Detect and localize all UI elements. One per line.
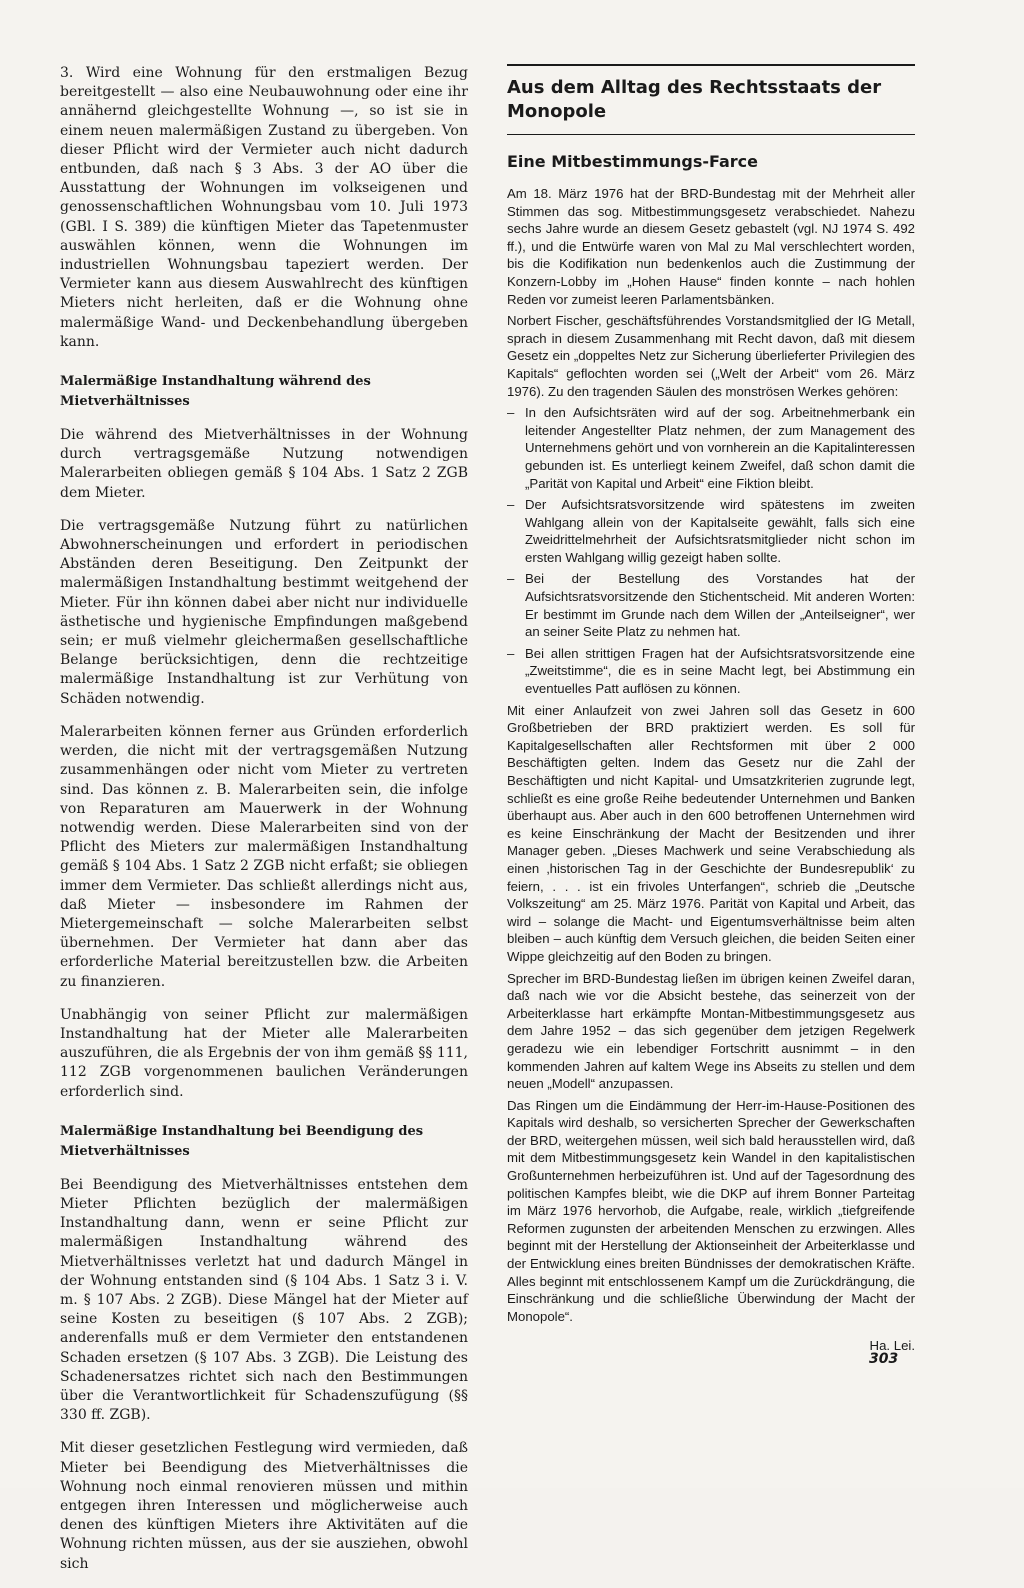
- headline-rule: [507, 134, 915, 135]
- right-column: [507, 64, 915, 1355]
- list-item-text: Bei der Bestellung des Vorstandes hat der Aufsichtsratsvorsitzende den Stichentscheid. Mit anderen Worten: Er bestimmt im Grunde nach dem Willen der „Anteilseigner“, wer an seiner Seite Platz zu nehmen hat.: [525, 571, 915, 640]
- author-signature: Ha. Lei.: [869, 1338, 915, 1354]
- section-heading: Malermäßige Instandhaltung während des Mietverhältnisses: [60, 374, 371, 410]
- article-subheading: Eine Mitbestimmungs-Farce: [507, 152, 758, 171]
- top-rule: [507, 64, 915, 66]
- dash-list: [507, 404, 915, 698]
- paragraph: Norbert Fischer, geschäftsführendes Vorstandsmitglied der IG Metall, sprach in diesem Zusammenhang mit Recht davon, daß mit diesem Gesetz ein „doppeltes Netz zur Sicherung überlieferter Privilegien des Kapitals“ geflochten worden sei („Welt der Arbeit“ vom 26. März 1976). Zu den tragenden Säulen des monströsen Werkes gehören:: [507, 313, 915, 399]
- list-item-text: Der Aufsichtsratsvorsitzende wird spätestens im zweiten Wahlgang allein von der Kapitalseite gewählt, falls sich eine Zweidrittelmehrheit der Aufsichtsratsmitglieder nicht schon im ersten Wahlgang willig gezeigt haben sollte.: [525, 497, 915, 565]
- dash-marker: –: [507, 497, 515, 513]
- paragraph: Das Ringen um die Eindämmung der Herr-im-Hause-Positionen des Kapitals wird deshalb, so versicherten Sprecher der Gewerkschaften der BRD, weitergehen müssen, weil sich bald herausstellen wird, daß mit dem Mitbestimmungsgesetz kein Wandel in den kapitalistischen Großunternehmen herbeizuführen ist. Und auf der Tagesordnung des politischen Kampfes bleibt, wie die DKP auf ihrem Bonner Parteitag im März 1976 hervorhob, die Aufgabe, reale, wirklich „tiefgreifende Reformen zugunsten der arbeitenden Menschen zu erzwingen. Alles beginnt mit der Herstellung der Aktionseinheit der Arbeiterklasse und der Entwicklung eines breiten Bündnisses der demokratischen Kräfte. Alles beginnt mit entschlossenem Kampf um die Zurückdrängung, die Einschränkung und die schließliche Überwindung der Macht der Monopole“.: [507, 1097, 915, 1324]
- paragraph: Mit einer Anlaufzeit von zwei Jahren soll das Gesetz in 600 Großbetrieben der BRD praktiziert werden. Es soll für Kapitalgesellschaften aller Rechtsformen mit über 2 000 Beschäftigten gelten. Indem das Gesetz nur die Zahl der Beschäftigten und nicht Kapital- und Umsatzkriterien zugrunde legt, schließt es eine große Reihe bedeutender Unternehmen und Banken überhaupt aus. Aber auch in den 600 betroffenen Unternehmen wird es keine Einschränkung der Macht der Besitzenden und ihrer Manager geben. „Dieses Machwerk und seine Verabschiedung als einen ‚historischen Tag in der Geschichte der Bundesrepublik‘ zu feiern, . . . ist ein frivoles Unterfangen“, schrieb die „Deutsche Volkszeitung“ am 25. März 1976. Parität von Kapital und Arbeit, das wird – solange die Macht- und Eigentumsverhältnisse beim alten bleiben – auch künftig dem Versuch gleichen, die beiden Seiten einer Wippe gleichzeitig auf den Boden zu bringen.: [507, 702, 915, 964]
- dash-marker: –: [507, 571, 515, 587]
- left-column: [60, 64, 468, 1588]
- paragraph: Mit dieser gesetzlichen Festlegung wird vermieden, daß Mieter bei Beendigung des Mietverhältnisses die Wohnung noch einmal renovieren müssen und mithin entgegen ihren Interessen und möglicherweise auch denen des künftigen Mieters ihre Aktivitäten auf die Wohnung richten müssen, aus der sie ausziehen, obwohl sich: [60, 1440, 468, 1572]
- page-number: 303: [869, 1351, 899, 1367]
- article-headline: Aus dem Alltag des Rechtsstaats der Monopole: [507, 77, 882, 122]
- paragraph: Sprecher im BRD-Bundestag ließen im übrigen keinen Zweifel daran, daß nach wie vor die Absicht bestehe, das seinerzeit von der Arbeiterklasse hart erkämpfte Montan-Mitbestimmungsgesetz aus dem Jahre 1952 – das sich gegenüber dem jetzigen Regelwerk geradezu wie ein lebendiger Fortschritt ausnimmt – in den kommenden Jahren auf kaltem Wege ins Abseits zu stellen und dem neuen „Modell“ anzupassen.: [507, 970, 915, 1092]
- paragraph: Am 18. März 1976 hat der BRD-Bundestag mit der Mehrheit aller Stimmen das sog. Mitbestimmungsgesetz verabschiedet. Nahezu sechs Jahre wurde an diesem Gesetz gebastelt (vgl. NJ 1974 S. 492 ff.), und die Entwürfe waren von Mal zu Mal verschlechtert worden, bis die Kodifikation nun bedenkenlos auch die Zustimmung der Konzern-Lobby im „Hohen Hause“ finden konnte – nach hohlen Reden vor zumeist leeren Parlamentsbänken.: [507, 186, 915, 307]
- paragraph: Die vertragsgemäße Nutzung führt zu natürlichen Abwohnerscheinungen und erfordert in periodischen Abständen deren Beseitigung. Den Zeitpunkt der malermäßigen Instandhaltung bestimmt weitgehend der Mieter. Für ihn können dabei aber nicht nur individuelle ästhetische und hygienische Empfindungen maßgebend sein; er muß vielmehr gleichermaßen gesellschaftliche Belange berücksichtigen, denn die rechtzeitige malermäßige Instandhaltung ist zur Verhütung von Schäden notwendig.: [60, 517, 468, 707]
- dash-marker: –: [507, 405, 515, 421]
- list-item: [507, 570, 915, 640]
- list-item: [507, 645, 915, 698]
- paragraph: Bei Beendigung des Mietverhältnisses entstehen dem Mieter Pflichten bezüglich der malermäßigen Instandhaltung dann, wenn er seine Pflicht zur malermäßigen Instandhaltung während des Mietverhältnisses verletzt hat und dadurch Mängel in der Wohnung entstanden sind (§ 104 Abs. 1 Satz 3 i. V. m. § 107 Abs. 2 ZGB). Diese Mängel hat der Mieter auf seine Kosten zu beseitigen (§ 107 Abs. 2 ZGB); anderenfalls muß er dem Vermieter den entstandenen Schaden ersetzen (§ 107 Abs. 3 ZGB). Die Leistung des Schadenersatzes richtet sich nach den Bestimmungen über die Verantwortlichkeit für Schadenszufügung (§§ 330 ff. ZGB).: [60, 1176, 468, 1424]
- list-item-text: Bei allen strittigen Fragen hat der Aufsichtsratsvorsitzende eine „Zweitstimme“, die es in seine Macht legt, bei Abstimmung ein eventuelles Patt auflösen zu können.: [525, 645, 915, 697]
- list-item: [507, 404, 915, 492]
- dash-marker: –: [507, 645, 515, 661]
- paragraph: Die während des Mietverhältnisses in der Wohnung durch vertragsgemäße Nutzung notwendigen Malerarbeiten obliegen gemäß § 104 Abs. 1 Satz 2 ZGB dem Mieter.: [60, 427, 468, 501]
- list-item: [507, 496, 915, 566]
- paragraph: Malerarbeiten können ferner aus Gründen erforderlich werden, die nicht mit der vertragsgemäßen Nutzung zusammenhängen oder nicht vom Mieter zu vertreten sind. Das können z. B. Malerarbeiten sein, die infolge von Reparaturen am Mauerwerk in der Wohnung notwendig werden. Diese Malerarbeiten sind von der Pflicht des Mieters zur malermäßigen Instandhaltung gemäß § 104 Abs. 1 Satz 2 ZGB nicht erfaßt; sie obliegen immer dem Vermieter. Das schließt allerdings nicht aus, daß Mieter — insbesondere im Rahmen der Mietergemeinschaft — solche Malerarbeiten selbst übernehmen. Der Vermieter hat dann aber das erforderliche Material bereitzustellen bzw. die Arbeiten zu finanzieren.: [60, 723, 468, 990]
- list-item-text: In den Aufsichtsräten wird auf der sog. Arbeitnehmerbank ein leitender Angestellter Platz nehmen, der zum Management des Unternehmens gehört und von vornherein an die Kapitalinteressen gebunden ist. Es unterliegt keinem Zweifel, daß schon damit die „Parität von Kapital und Arbeit“ eine Fiktion bleibt.: [525, 405, 915, 491]
- paragraph: Unabhängig von seiner Pflicht zur malermäßigen Instandhaltung hat der Mieter alle Malerarbeiten auszuführen, die als Ergebnis der von ihm gemäß §§ 111, 112 ZGB vorgenommenen baulichen Veränderungen erforderlich sind.: [60, 1006, 468, 1100]
- section-heading: Malermäßige Instandhaltung bei Beendigung des Mietverhältnisses: [60, 1123, 424, 1159]
- paragraph: 3. Wird eine Wohnung für den erstmaligen Bezug bereitgestellt — also eine Neubauwohnung oder eine ihr annähernd gleichgestellte Wohnung —, so ist sie in einem neuen malermäßigen Zustand zu übergeben. Von dieser Pflicht wird der Vermieter auch nicht dadurch entbunden, daß nach § 3 Abs. 3 der AO über die Ausstattung der Wohnungen im volkseigenen und genossenschaftlichen Wohnungsbau vom 10. Juli 1973 (GBl. I S. 389) die künftigen Mieter das Tapetenmuster auswählen können, wenn die Wohnungen im industriellen Wohnungsbau tapeziert werden. Der Vermieter kann aus diesem Auswahlrecht des künftigen Mieters nicht herleiten, daß er die Wohnung ohne malermäßige Wand- und Deckenbehandlung übergeben kann.: [60, 65, 468, 350]
